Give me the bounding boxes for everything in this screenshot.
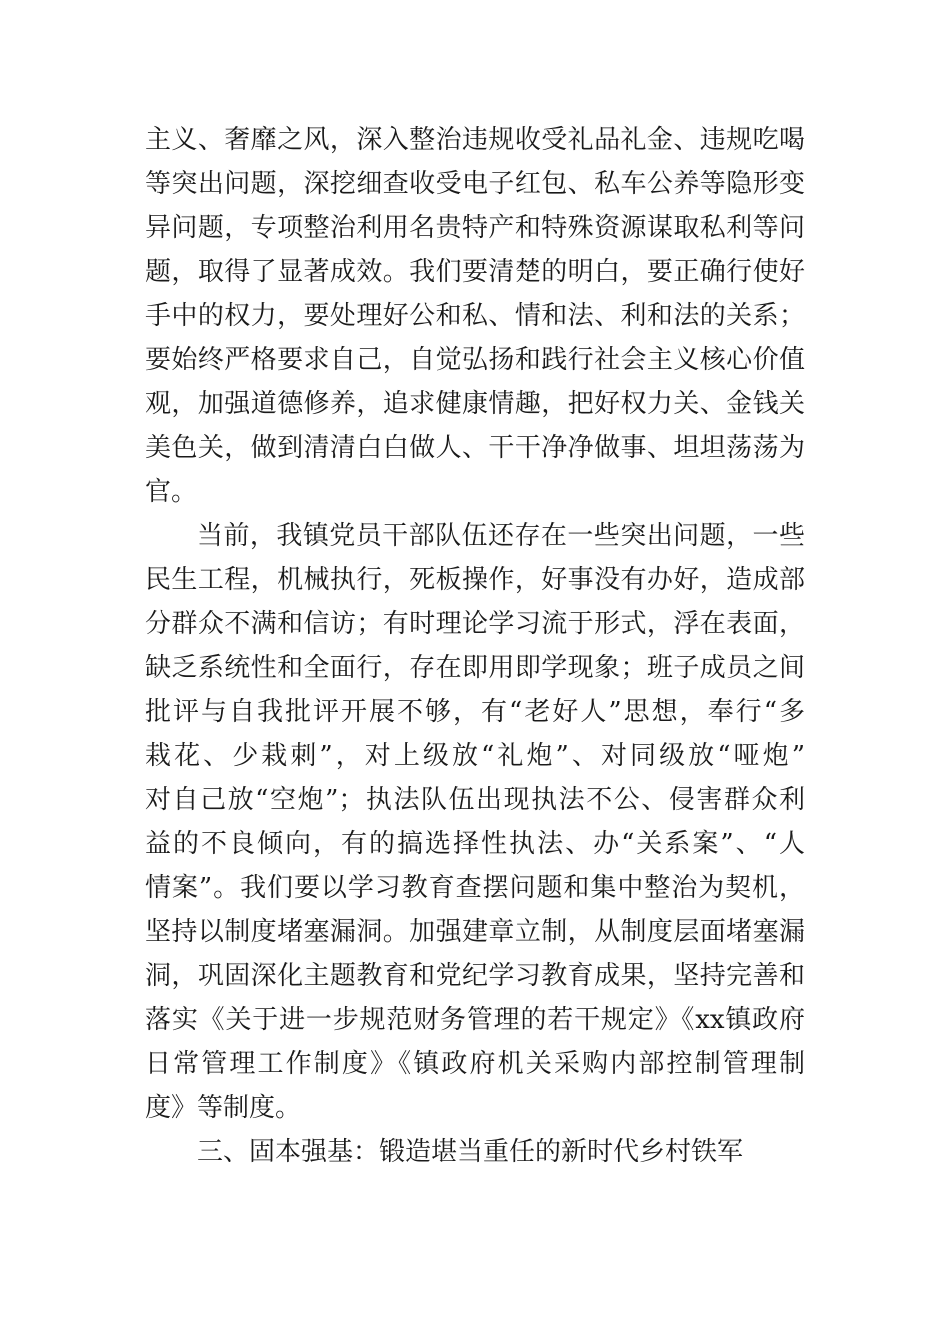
paragraph-line: 缺乏系统性和全面行，存在即用即学现象；班子成员之间	[145, 653, 805, 683]
paragraph-line: 益的不良倾向，有的搞选择性执法、办“关系案”、“人	[145, 829, 805, 859]
paragraph-line: 主义、奢靡之风，深入整治违规收受礼品礼金、违规吃喝	[145, 125, 805, 155]
paragraph-line: 情案”。我们要以学习教育查摆问题和集中整治为契机，	[145, 873, 805, 903]
paragraph-line: 题，取得了显著成效。我们要清楚的明白，要正确行使好	[145, 257, 805, 287]
paragraph-line: 要始终严格要求自己，自觉弘扬和践行社会主义核心价值	[145, 345, 805, 375]
paragraph-line: 异问题，专项整治利用名贵特产和特殊资源谋取私利等问	[145, 213, 805, 243]
paragraph-line: 手中的权力，要处理好公和私、情和法、利和法的关系；	[145, 301, 805, 331]
paragraph-line: 批评与自我批评开展不够，有“老好人”思想，奉行“多	[145, 697, 805, 727]
section-heading: 三、固本强基：锻造堪当重任的新时代乡村铁军	[197, 1137, 744, 1167]
paragraph-line: 对自己放“空炮”；执法队伍出现执法不公、侵害群众利	[145, 785, 805, 815]
paragraph-line: 当前，我镇党员干部队伍还存在一些突出问题，一些	[197, 521, 805, 551]
paragraph-line: 洞，巩固深化主题教育和党纪学习教育成果，坚持完善和	[145, 961, 805, 991]
paragraph-line: 等突出问题，深挖细查收受电子红包、私车公养等隐形变	[145, 169, 805, 199]
paragraph-line: 度》等制度。	[145, 1093, 302, 1123]
paragraph-line: 民生工程，机械执行，死板操作，好事没有办好，造成部	[145, 565, 805, 595]
paragraph-line: 官。	[145, 477, 198, 507]
paragraph-line: 日常管理工作制度》《镇政府机关采购内部控制管理制	[145, 1049, 805, 1079]
paragraph-line: 观，加强道德修养，追求健康情趣，把好权力关、金钱关	[145, 389, 805, 419]
paragraph-line: 栽花、少栽刺”，对上级放“礼炮”、对同级放“哑炮”	[145, 741, 805, 771]
paragraph-line: 落实《关于进一步规范财务管理的若干规定》《xx镇政府	[145, 1005, 805, 1035]
paragraph-line: 坚持以制度堵塞漏洞。加强建章立制，从制度层面堵塞漏	[145, 917, 805, 947]
paragraph-line: 分群众不满和信访；有时理论学习流于形式，浮在表面，	[145, 609, 805, 639]
paragraph-line: 美色关，做到清清白白做人、干干净净做事、坦坦荡荡为	[145, 433, 805, 463]
